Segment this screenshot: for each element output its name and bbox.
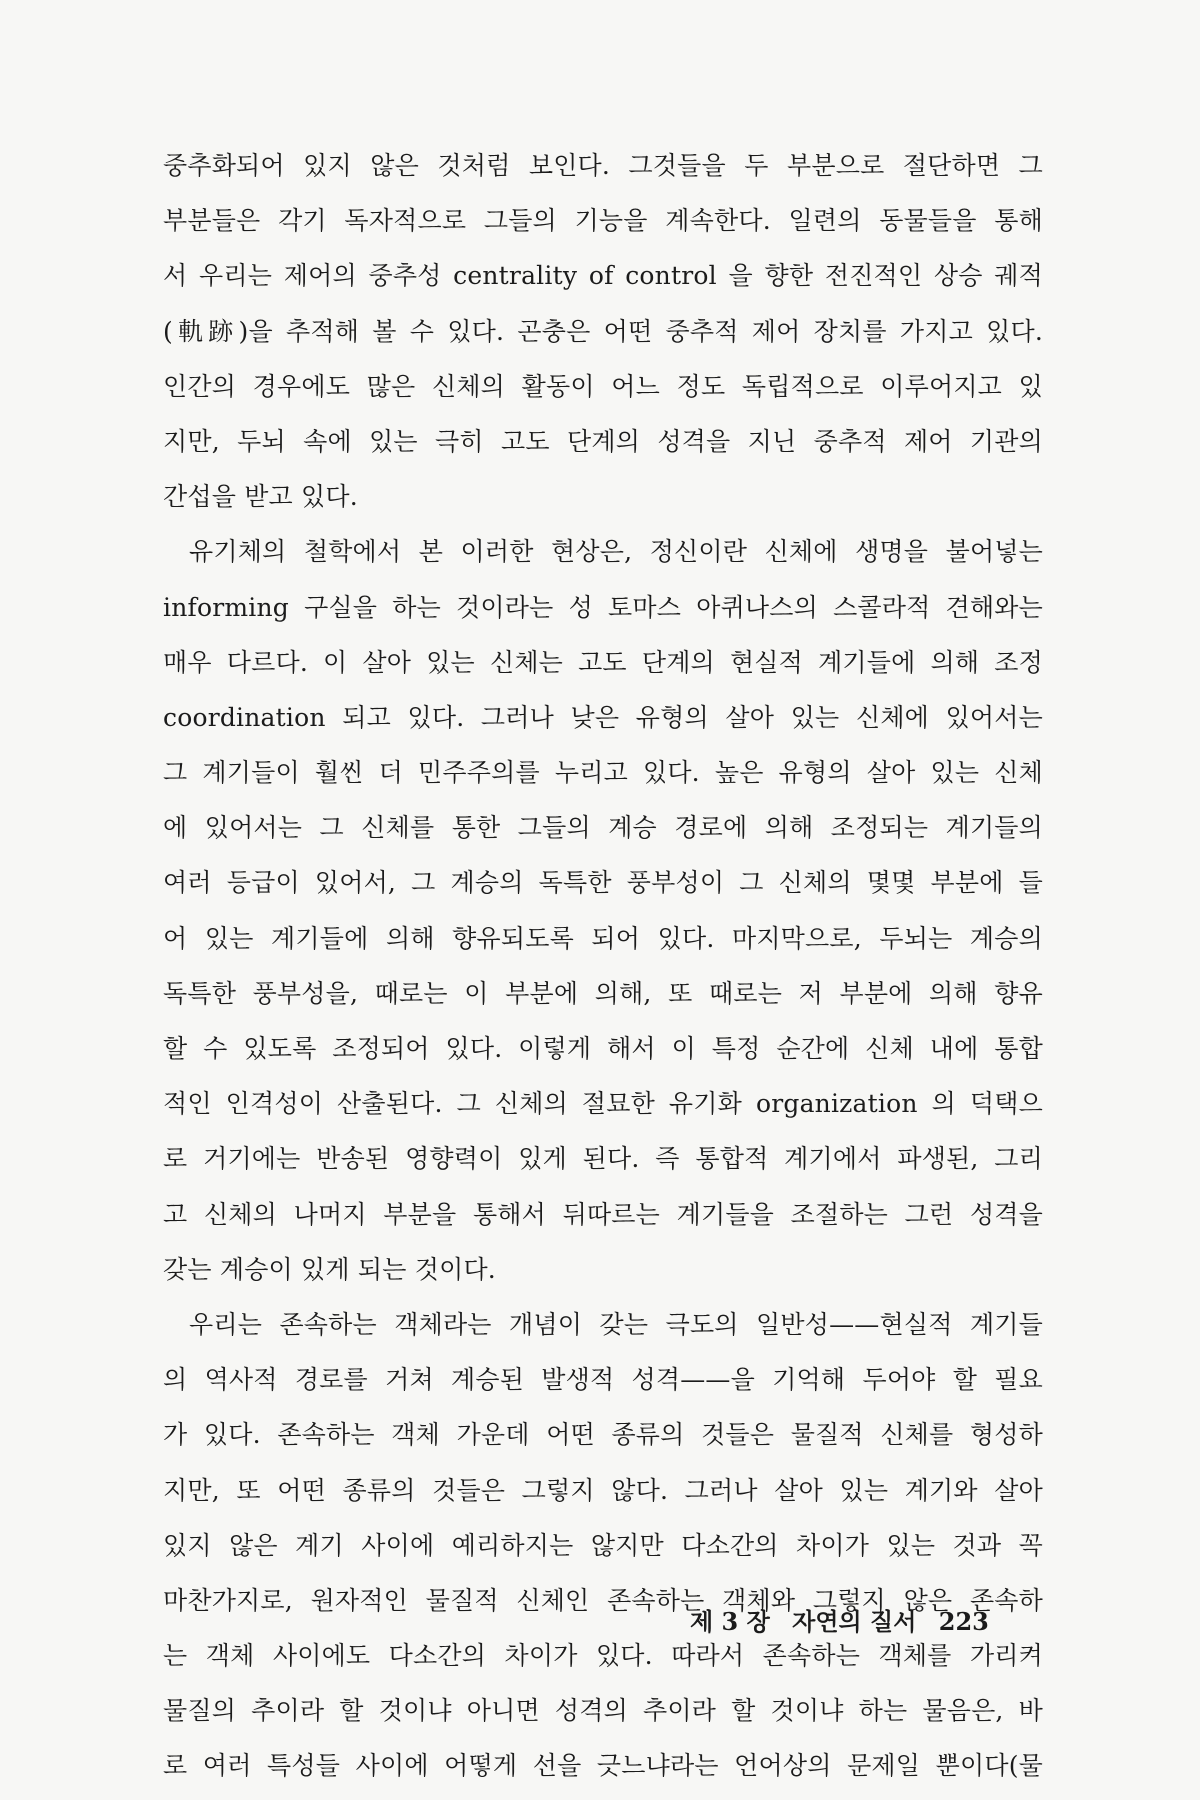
text-line: 물질의 추이라 할 것이냐 아니면 성격의 추이라 할 것이냐 하는 물음은, 바 xyxy=(163,1696,1043,1726)
text-line: 어 있는 계기들에 의해 향유되도록 되어 있다. 마지막으로, 두뇌는 계승의 xyxy=(163,923,1043,953)
text-line: 인간의 경우에도 많은 신체의 활동이 어느 정도 독립적으로 이루어지고 있 xyxy=(163,371,1043,401)
text-line: 로 거기에는 반송된 영향력이 있게 된다. 즉 통합적 계기에서 파생된, 그리 xyxy=(163,1144,1043,1174)
body-text xyxy=(163,138,1043,1794)
text-line: coordination 되고 있다. 그러나 낮은 유형의 살아 있는 신체에 있어서는 xyxy=(163,702,1043,732)
text-line: informing 구실을 하는 것이라는 성 토마스 아퀴나스의 스콜라적 견해와는 xyxy=(163,592,1043,622)
chapter-label: 제 3 장 xyxy=(690,1607,770,1636)
text-line: 여러 등급이 있어서, 그 계승의 독특한 풍부성이 그 신체의 몇몇 부분에 들 xyxy=(163,868,1043,898)
text-line: 지만, 두뇌 속에 있는 극히 고도 단계의 성격을 지닌 중추적 제어 기관의 xyxy=(163,426,1043,456)
text-line: 간섭을 받고 있다. xyxy=(163,482,358,512)
text-line: 서 우리는 제어의 중추성 centrality of control 을 향한 전진적인 상승 궤적 xyxy=(163,261,1043,291)
text-line: 유기체의 철학에서 본 이러한 현상은, 정신이란 신체에 생명을 불어넣는 xyxy=(189,537,1043,567)
text-line: 할 수 있도록 조정되어 있다. 이렇게 해서 이 특정 순간에 신체 내에 통합 xyxy=(163,1034,1043,1063)
text-line: 지만, 또 어떤 종류의 것들은 그렇지 않다. 그러나 살아 있는 계기와 살아 xyxy=(163,1475,1043,1505)
text-line: (軌跡)을 추적해 볼 수 있다. 곤충은 어떤 중추적 제어 장치를 가지고 있다. xyxy=(163,316,1043,346)
text-line: 마찬가지로, 원자적인 물질적 신체인 존속하는 객체와 그렇지 않은 존속하 xyxy=(163,1585,1043,1615)
page-footer xyxy=(690,1602,989,1637)
text-line: 로 여러 특성들 사이에 어떻게 선을 긋느냐라는 언어상의 문제일 뿐이다(물 xyxy=(163,1751,1043,1781)
text-line: 의 역사적 경로를 거쳐 계승된 발생적 성격——을 기억해 두어야 할 필요 xyxy=(163,1365,1043,1395)
chapter-title: 자연의 질서 xyxy=(792,1607,917,1636)
text-line: 갖는 계승이 있게 되는 것이다. xyxy=(163,1254,496,1284)
text-line: 적인 인격성이 산출된다. 그 신체의 절묘한 유기화 organization 의 덕택으 xyxy=(163,1089,1043,1119)
text-line: 가 있다. 존속하는 객체 가운데 어떤 종류의 것들은 물질적 신체를 형성하 xyxy=(163,1420,1043,1450)
text-line: 는 객체 사이에도 다소간의 차이가 있다. 따라서 존속하는 객체를 가리켜 xyxy=(163,1641,1043,1671)
page-number: 223 xyxy=(938,1607,989,1636)
text-line: 에 있어서는 그 신체를 통한 그들의 계승 경로에 의해 조정되는 계기들의 xyxy=(163,813,1043,843)
text-line: 매우 다르다. 이 살아 있는 신체는 고도 단계의 현실적 계기들에 의해 조정 xyxy=(163,647,1043,677)
text-line: 부분들은 각기 독자적으로 그들의 기능을 계속한다. 일련의 동물들을 통해 xyxy=(163,206,1043,236)
text-line: 그 계기들이 훨씬 더 민주주의를 누리고 있다. 높은 유형의 살아 있는 신체 xyxy=(163,758,1043,788)
text-line: 있지 않은 계기 사이에 예리하지는 않지만 다소간의 차이가 있는 것과 꼭 xyxy=(163,1530,1043,1560)
text-line: 우리는 존속하는 객체라는 개념이 갖는 극도의 일반성——현실적 계기들 xyxy=(189,1309,1043,1339)
text-line: 중추화되어 있지 않은 것처럼 보인다. 그것들을 두 부분으로 절단하면 그 xyxy=(163,151,1043,180)
text-line: 고 신체의 나머지 부분을 통해서 뒤따르는 계기들을 조절하는 그런 성격을 xyxy=(163,1199,1043,1229)
text-line: 독특한 풍부성을, 때로는 이 부분에 의해, 또 때로는 저 부분에 의해 향유 xyxy=(163,978,1043,1008)
